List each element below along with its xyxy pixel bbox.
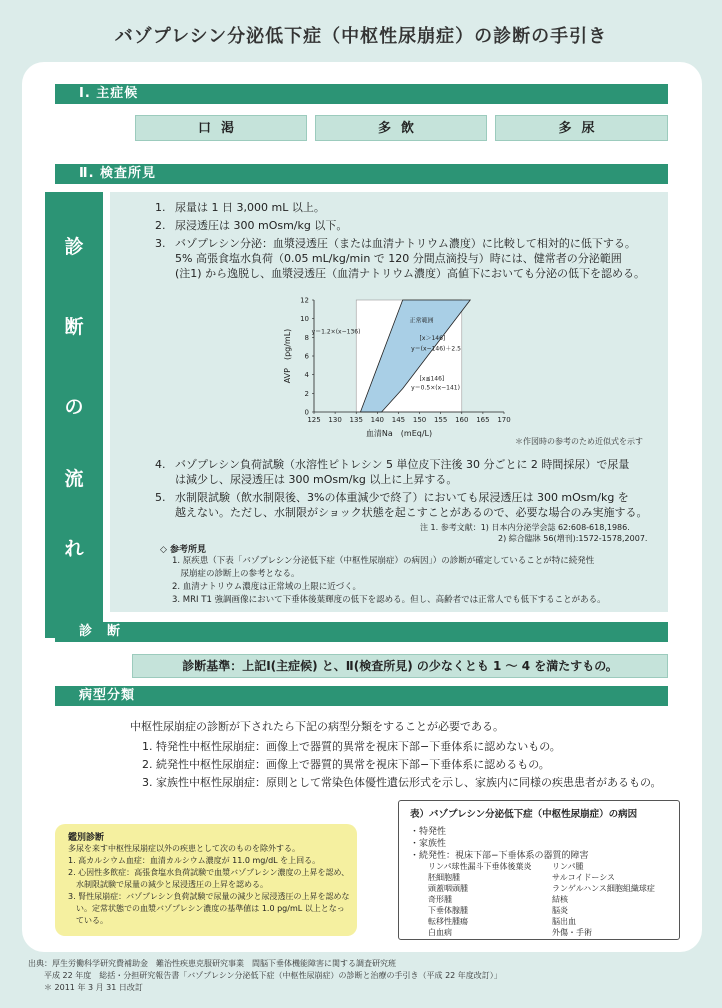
pathology-intro: 中枢性尿崩症の診断が下されたら下記の病型分類をすることが必要である。	[130, 720, 504, 733]
y-tick-label: 10	[300, 315, 309, 324]
item-text: 水制限試験（飲水制限後、3%の体重減少で終了）においても尿浸透圧は 300 mOsm/kg を	[175, 491, 629, 504]
causes-top: ・続発性：視床下部−下垂体系の器質的障害	[410, 851, 589, 861]
differential-line: ている。	[68, 916, 108, 925]
x-tick-label: 155	[433, 416, 448, 424]
symptom-box: 多尿	[495, 115, 668, 141]
differential-line: 2. 心因性多飲症：高張食塩水負荷試験で血漿バゾプレシン濃度の上昇を認め、	[68, 868, 350, 877]
section2-header: Ⅱ. 検査所見	[55, 164, 668, 184]
item-text: は減少し、尿浸透圧は 300 mOsm/kg 以上に上昇する。	[175, 473, 458, 486]
sanko-item: 2. 血清ナトリウム濃度は正常域の上限に近づく。	[172, 582, 362, 592]
footer-line: 出典：厚生労働科学研究費補助金 難治性疾患克服研究事業 間脳下垂体機能障害に関する調査研究班	[28, 959, 396, 968]
item-number: 5.	[155, 491, 166, 504]
cause-item: 下垂体腺腫	[428, 906, 468, 915]
item-text: (注1) から逸脱し、血漿浸透圧（血清ナトリウム濃度）高値下においても分泌の低下を認める。	[175, 267, 645, 280]
flow-char: 診	[64, 236, 84, 258]
cause-item: サルコイドーシス	[552, 873, 615, 882]
pathology-header: 病型分類	[55, 686, 668, 706]
x-tick-label: 140	[370, 416, 385, 424]
cause-item: 転移性腫瘍	[428, 917, 468, 926]
causes-top: ・特発性	[410, 827, 447, 837]
cause-item: リンパ腫	[552, 862, 584, 871]
differential-heading: 鑑別診断	[68, 833, 105, 843]
flow-char: 断	[64, 316, 84, 338]
x-tick-label: 150	[412, 416, 427, 424]
diagnosis-criteria: 診断基準：上記Ⅰ(主症候) と、Ⅱ(検査所見) の少なくとも 1 〜 4 を満たすもの。	[132, 654, 668, 678]
reference-2: 2) 綜合臨牀 56(増刊):1572-1578,2007.	[498, 534, 648, 543]
differential-line: 1. 高カルシウム血症：血清カルシウム濃度が 11.0 mg/dL を上回る。	[68, 856, 321, 865]
x-tick-label: 160	[455, 416, 469, 424]
diagnosis-flow-bar	[45, 192, 103, 638]
cause-item: 胚細胞腫	[428, 873, 460, 882]
cause-item: 外傷・手術	[552, 928, 592, 937]
diagnosis-header: 診 断	[55, 622, 668, 642]
causes-top: ・家族性	[410, 839, 447, 849]
annotation: [x＞146]	[419, 335, 446, 343]
cause-item: 脳出血	[552, 917, 576, 926]
y-axis-label: AVP (pg/mL)	[283, 328, 292, 384]
pathology-item: 3. 家族性中枢性尿崩症：原則として常染色体優性遺伝形式を示し、家族内に同様の疾患患者があるもの。	[142, 776, 662, 789]
cause-item: 奇形腫	[428, 895, 452, 904]
chart-note: ＊作図時の参考のため近似式を示す	[515, 437, 643, 446]
flow-char: の	[64, 396, 84, 418]
footer-line: ＊ 2011 年 3 月 31 日改訂	[44, 983, 143, 992]
x-tick-label: 145	[391, 416, 406, 424]
footer-line: 平成 22 年度 総括・分担研究報告書「バゾプレシン分泌低下症（中枢性尿崩症）の診断と治療の手引き（平成 22 年度改訂）」	[44, 971, 502, 980]
item-text: 尿浸透圧は 300 mOsm/kg 以下。	[175, 219, 348, 232]
region-label: 正常範囲	[409, 317, 434, 325]
item-text: 5% 高張食塩水負荷（0.05 mL/kg/min で 120 分間点滴投与）時には、健常者の分泌範囲	[175, 252, 622, 265]
annotation: y＝(x−146)＋2.5	[411, 345, 461, 353]
y-tick-label: 0	[304, 408, 309, 417]
pathology-item: 2. 続発性中枢性尿崩症：画像上で器質的異常を視床下部−下垂体系に認めるもの。	[142, 758, 550, 771]
pathology-item: 1. 特発性中枢性尿崩症：画像上で器質的異常を視床下部−下垂体系に認めないもの。	[142, 740, 561, 753]
sanko-heading: ◇ 参考所見	[160, 545, 207, 555]
x-axis-label: 血清Na (mEq/L)	[365, 429, 433, 438]
x-tick-label: 165	[476, 416, 490, 424]
cause-item: 結核	[552, 895, 568, 904]
item-number: 2.	[155, 219, 166, 232]
causes-col1	[428, 861, 531, 938]
cause-item: リンパ球性漏斗下垂体後葉炎	[428, 862, 532, 871]
reference-1: 注 1. 参考文献：1) 日本内分泌学会誌 62:608-618,1986.	[420, 523, 630, 532]
cause-item: ランゲルハンス細胞組織球症	[552, 884, 655, 893]
annotation: y＝0.5×(x−141)	[411, 384, 460, 392]
flow-char: れ	[64, 538, 84, 560]
y-tick-label: 4	[304, 371, 309, 380]
y-tick-label: 2	[304, 389, 309, 398]
sanko-item: 3. MRI T1 強調画像において下垂体後葉輝度の低下を認める。但し、高齢者では正常人でも低下することがある。	[172, 595, 606, 605]
cause-item: 頭蓋咽頭腫	[428, 884, 468, 893]
item-number: 1.	[155, 201, 166, 214]
sanko-item: 尿崩症の診断上の参考となる。	[172, 569, 300, 579]
x-tick-label: 135	[349, 416, 363, 424]
causes-heading: 表）バゾプレシン分泌低下症（中枢性尿崩症）の病因	[410, 809, 638, 820]
sanko-item: 1. 原疾患（下表「バゾプレシン分泌低下症（中枢性尿崩症）の病因」）の診断が確定していることが特に続発性	[172, 556, 595, 566]
page-title: バゾプレシン分泌低下症（中枢性尿崩症）の診断の手引き	[114, 26, 608, 47]
y-tick-label: 8	[304, 333, 309, 342]
differential-line: い。定常状態での血漿バゾプレシン濃度の基準値は 1.0 pg/mL 以上となっ	[68, 904, 345, 913]
y-tick-label: 12	[300, 296, 309, 305]
item-text: バゾプレシン負荷試験（水溶性ピトレシン 5 単位皮下注後 30 分ごとに 2 時間採尿）で尿量	[175, 458, 630, 471]
x-tick-label: 130	[328, 416, 342, 424]
differential-line: 水制限試験で尿量の減少と尿浸透圧の上昇を認める。	[68, 880, 268, 889]
cause-item: 脳炎	[552, 906, 568, 915]
x-tick-label: 170	[497, 416, 511, 424]
annotation: [x≦146]	[419, 375, 445, 383]
x-tick-label: 125	[307, 416, 321, 424]
item-text: バゾプレシン分泌：血漿浸透圧（または血清ナトリウム濃度）に比較して相対的に低下する。	[175, 237, 636, 250]
differential-line: 多尿を来す中枢性尿崩症以外の疾患として次のものを除外する。	[68, 844, 300, 853]
cause-item: 白血病	[428, 928, 452, 937]
differential-line: 3. 腎性尿崩症：バゾプレシン負荷試験で尿量の減少と尿浸透圧の上昇を認めな	[68, 892, 350, 901]
item-number: 4.	[155, 458, 166, 471]
flow-char: 流	[64, 468, 84, 490]
causes-col2	[552, 861, 655, 938]
item-text: 越えない。ただし、水制限がショック状態を起こすことがあるので、必要な場合のみ実施する。	[175, 506, 648, 519]
symptom-box: 口渇	[135, 115, 307, 141]
annotation: y＝1.2×(x−136)	[311, 328, 361, 336]
symptom-box: 多飲	[315, 115, 487, 141]
section1-header: Ⅰ. 主症候	[55, 84, 668, 104]
y-tick-label: 6	[304, 352, 309, 361]
item-number: 3.	[155, 237, 166, 250]
item-text: 尿量は 1 日 3,000 mL 以上。	[175, 201, 325, 214]
avp-chart	[280, 284, 520, 454]
chart-root	[283, 297, 511, 439]
